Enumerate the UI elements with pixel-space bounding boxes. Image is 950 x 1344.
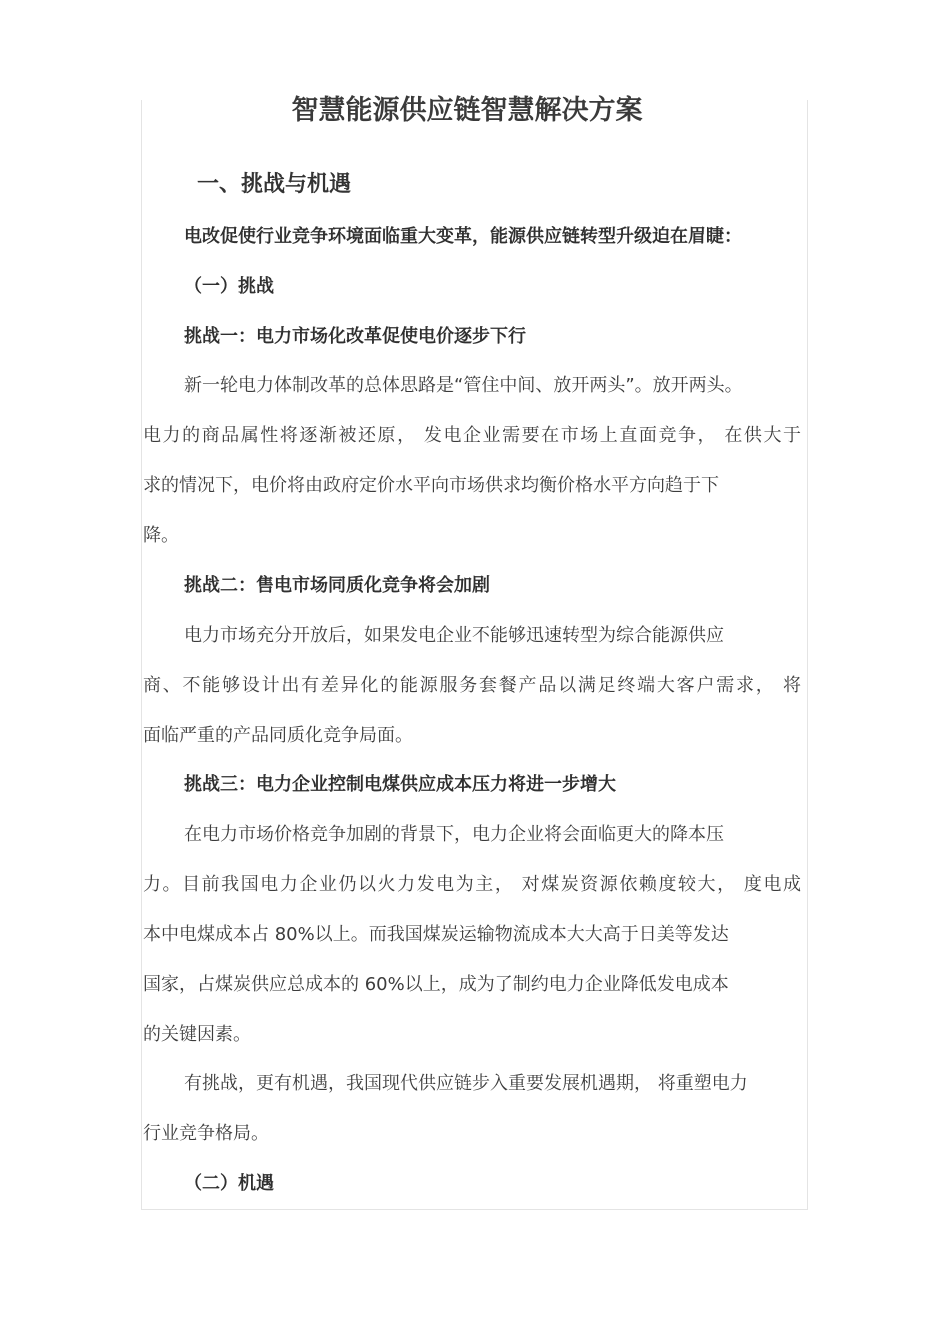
- challenge-1-line-3: 求的情况下，电价将由政府定价水平向市场供求均衡价格水平方向趋于下: [143, 475, 719, 496]
- challenge-1-line-4: 降。: [143, 525, 179, 546]
- subheading-challenges: （一）挑战: [184, 276, 274, 297]
- intro-statement: 电改促使行业竞争环境面临重大变革，能源供应链转型升级迫在眉睫：: [184, 226, 742, 247]
- section-heading-challenges-opportunities: 一、挑战与机遇: [197, 172, 352, 197]
- challenge-3-line-2: 力。目前我国电力企业仍以火力发电为主， 对煤炭资源依赖度较大， 度电成: [143, 874, 801, 895]
- subheading-opportunities: （二）机遇: [184, 1173, 274, 1194]
- challenge-3-heading: 挑战三：电力企业控制电煤供应成本压力将进一步增大: [184, 774, 616, 795]
- opportunity-intro-line-1: 有挑战，更有机遇，我国现代供应链步入重要发展机遇期， 将重塑电力: [184, 1073, 748, 1094]
- challenge-2-heading: 挑战二：售电市场同质化竞争将会加剧: [184, 575, 490, 596]
- challenge-1-heading: 挑战一：电力市场化改革促使电价逐步下行: [184, 326, 526, 347]
- challenge-1-line-1: 新一轮电力体制改革的总体思路是“管住中间、放开两头”。放开两头。: [184, 375, 743, 396]
- opportunity-intro-line-2: 行业竞争格局。: [143, 1123, 269, 1144]
- challenge-2-line-2: 商、不能够设计出有差异化的能源服务套餐产品以满足终端大客户需求， 将: [143, 675, 801, 696]
- challenge-3-line-3: 本中电煤成本占 80%以上。而我国煤炭运输物流成本大大高于日美等发达: [143, 924, 729, 945]
- challenge-2-line-1: 电力市场充分开放后，如果发电企业不能够迅速转型为综合能源供应: [184, 625, 724, 646]
- challenge-1-line-2: 电力的商品属性将逐渐被还原， 发电企业需要在市场上直面竞争， 在供大于: [143, 425, 801, 446]
- challenge-3-line-4: 国家，占煤炭供应总成本的 60%以上，成为了制约电力企业降低发电成本: [143, 974, 729, 995]
- challenge-3-line-5: 的关键因素。: [143, 1024, 251, 1045]
- document-title: 智慧能源供应链智慧解决方案: [291, 95, 643, 126]
- challenge-2-line-3: 面临严重的产品同质化竞争局面。: [143, 725, 413, 746]
- challenge-3-line-1: 在电力市场价格竞争加剧的背景下，电力企业将会面临更大的降本压: [184, 824, 724, 845]
